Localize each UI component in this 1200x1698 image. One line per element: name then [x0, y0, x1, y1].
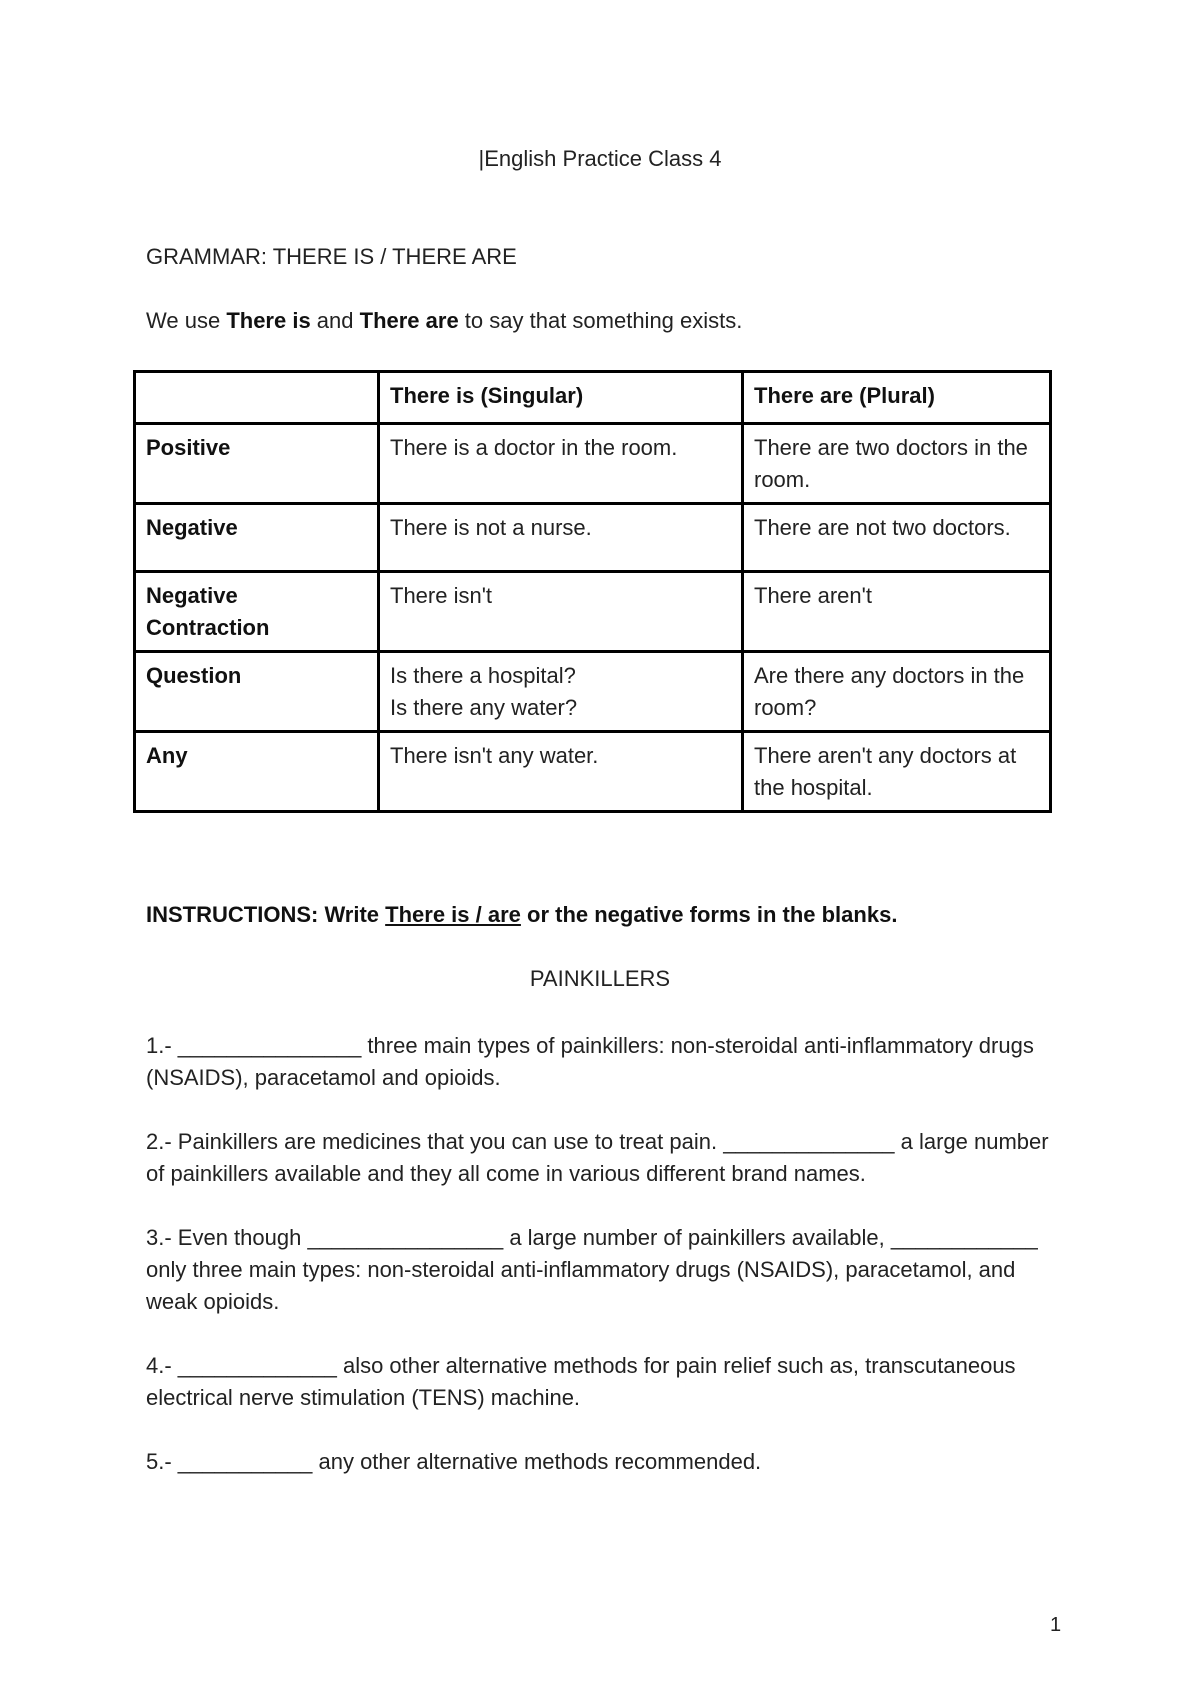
table-row: [135, 652, 1051, 732]
table-row: [135, 504, 1051, 572]
instructions-underlined: There is / are: [385, 902, 521, 927]
question-line-1: Is there a hospital?: [390, 663, 576, 688]
instructions-suffix: or the negative forms in the blanks.: [520, 902, 898, 927]
intro-sentence: [146, 308, 742, 334]
document-title: |English Practice Class 4: [478, 146, 722, 171]
table-header-row: [135, 372, 1051, 424]
instructions-prefix: INSTRUCTIONS: Write: [146, 902, 386, 927]
table-cell-plural: There aren't any doctors at the hospital.: [743, 732, 1051, 812]
table-cell-singular: There is not a nurse.: [379, 504, 743, 572]
exercise-item-5: 5.- ___________ any other alternative methods recommended.: [146, 1449, 762, 1474]
table-row-label: Any: [135, 732, 379, 812]
table-row-label: Negative: [135, 504, 379, 572]
table-row: [135, 572, 1051, 652]
table-header-plural: There are (Plural): [743, 372, 1051, 424]
intro-term-there-are: There are: [359, 308, 459, 333]
table-cell-singular: There isn't: [379, 572, 743, 652]
grammar-table: [133, 370, 1052, 813]
intro-term-there-is: There is: [226, 308, 311, 333]
table-cell-plural: Are there any doctors in the room?: [743, 652, 1051, 732]
question-line-2: Is there any water?: [390, 695, 578, 720]
table-row-label: Negative Contraction: [135, 572, 379, 652]
exercise-item-3: 3.- Even though ________________ a large number of painkillers available, ____________ only three main types: non-steroidal anti-inflammatory drugs (NSAIDS), paracetamol, and weak opioids.: [146, 1225, 1038, 1314]
table-cell-plural: There aren't: [743, 572, 1051, 652]
page-number: 1: [1050, 1614, 1062, 1636]
table-cell-singular: There is a doctor in the room.: [379, 424, 743, 504]
section-subtitle: PAINKILLERS: [529, 966, 671, 991]
exercise-item-4: 4.- _____________ also other alternative methods for pain relief such as, transcutaneous electrical nerve stimulation (TENS) machine.: [146, 1353, 1016, 1410]
exercise-item-1: 1.- _______________ three main types of painkillers: non-steroidal anti-inflammatory drugs (NSAIDS), paracetamol and opioids.: [146, 1033, 1034, 1090]
table-header-empty: [135, 372, 379, 424]
intro-prefix: We use: [146, 308, 227, 333]
table-cell-plural: There are two doctors in the room.: [743, 424, 1051, 504]
table-cell-singular: [379, 652, 743, 732]
table-row-label: Question: [135, 652, 379, 732]
intro-middle: and: [310, 308, 360, 333]
intro-suffix: to say that something exists.: [458, 308, 743, 333]
table-row: [135, 424, 1051, 504]
table-cell-plural: There are not two doctors.: [743, 504, 1051, 572]
instructions: [146, 902, 897, 928]
table-header-singular: There is (Singular): [379, 372, 743, 424]
table-row-label: Positive: [135, 424, 379, 504]
exercise-item-2: 2.- Painkillers are medicines that you can use to treat pain. ______________ a large number of painkillers available and they all come in various different brand names.: [146, 1129, 1049, 1186]
grammar-heading: GRAMMAR: THERE IS / THERE ARE: [146, 244, 517, 269]
table-row: [135, 732, 1051, 812]
table-cell-singular: There isn't any water.: [379, 732, 743, 812]
